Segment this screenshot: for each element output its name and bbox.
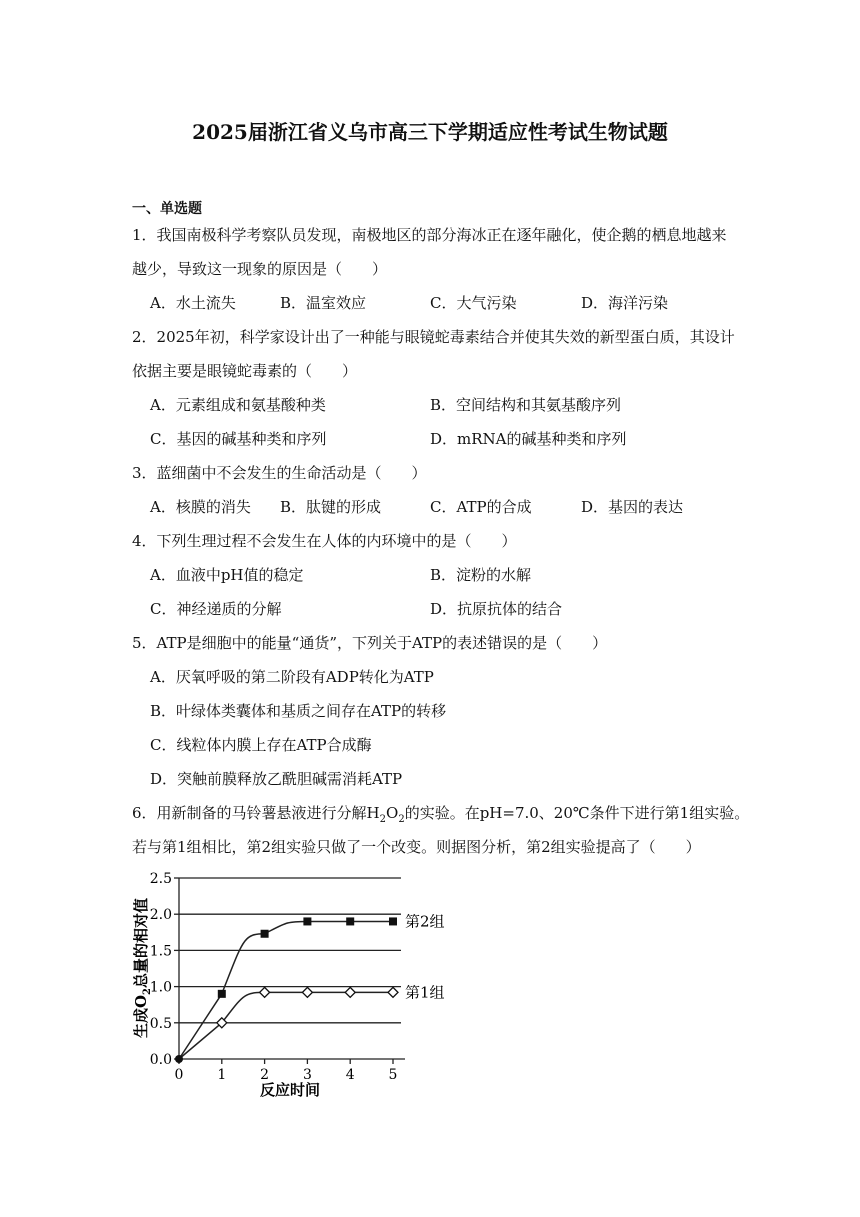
q4-option-b[interactable]: B．淀粉的水解 [430, 566, 532, 584]
y-tick-label: 1.5 [149, 943, 172, 960]
y-tick-label: 0.5 [149, 1015, 172, 1032]
q3-option-a[interactable]: A．核膜的消失 [150, 498, 251, 516]
q5-option-d[interactable]: D．突触前膜释放乙酰胆碱需消耗ATP [150, 770, 403, 788]
x-tick-label: 0 [174, 1067, 184, 1083]
data-point [260, 987, 270, 997]
data-point [217, 1018, 227, 1028]
q1-option-c[interactable]: C．大气污染 [430, 294, 517, 312]
q3-option-d[interactable]: D．基因的表达 [581, 498, 684, 516]
series-line-2 [179, 992, 393, 1059]
question-4-text: 4．下列生理过程不会发生在人体的内环境中的是（ ） [132, 532, 517, 550]
data-point [346, 917, 354, 925]
q5-option-a[interactable]: A．厌氧呼吸的第二阶段有ADP转化为ATP [150, 668, 434, 686]
x-axis-label: 反应时间 [259, 1081, 321, 1099]
q4-option-a[interactable]: A．血液中pH值的稳定 [150, 566, 304, 584]
q3-option-c[interactable]: C．ATP的合成 [430, 498, 532, 516]
q5-option-b[interactable]: B．叶绿体类囊体和基质之间存在ATP的转移 [150, 702, 447, 720]
question-5-text: 5．ATP是细胞中的能量“通货”，下列关于ATP的表述错误的是（ ） [132, 634, 608, 652]
question-2-text-cont: 依据主要是眼镜蛇毒素的（ ） [132, 362, 358, 380]
q4-option-d[interactable]: D．抗原抗体的结合 [430, 600, 563, 618]
x-tick-label: 4 [345, 1067, 355, 1083]
y-tick-label: 0.0 [149, 1052, 172, 1068]
x-tick-label: 1 [217, 1067, 227, 1083]
q1-option-b[interactable]: B．温室效应 [280, 294, 367, 312]
section-heading: 一、单选题 [132, 201, 202, 217]
data-point [345, 987, 355, 997]
question-6-text-cont: 若与第1组相比，第2组实验只做了一个改变。则据图分析，第2组实验提高了（ ） [132, 838, 701, 856]
page-title: 2025届浙江省义乌市高三下学期适应性考试生物试题 [192, 120, 668, 144]
y-tick-label: 1.0 [149, 979, 172, 996]
q1-option-a[interactable]: A．水土流失 [150, 294, 236, 312]
data-point [303, 917, 311, 925]
y-tick-label: 2.0 [149, 907, 172, 924]
series-label: 第2组 [405, 912, 445, 931]
q1-option-d[interactable]: D．海洋污染 [581, 294, 669, 312]
question-6-text: 6．用新制备的马铃薯悬液进行分解$H_2O_2$的实验。在pH=7.0、20℃条件下进行第1组实验。 [132, 804, 750, 825]
question-2-text: 2．2025年初，科学家设计出了一种能与眼镜蛇毒素结合并使其失效的新型蛋白质，其设计 [132, 328, 735, 346]
data-point [388, 987, 398, 997]
x-tick-label: 3 [302, 1067, 312, 1083]
question-1-text-cont: 越少，导致这一现象的原因是（ ） [132, 260, 388, 278]
y-tick-label: 2.5 [149, 871, 172, 887]
q4-option-c[interactable]: C．神经递质的分解 [150, 600, 282, 618]
data-point [261, 930, 269, 938]
origin-point [175, 1055, 183, 1063]
q2-option-c[interactable]: C．基因的碱基种类和序列 [150, 430, 327, 448]
x-tick-label: 2 [260, 1067, 270, 1083]
q2-option-a[interactable]: A．元素组成和氨基酸种类 [150, 396, 326, 414]
y-axis-label: 生成$O_2$总量的相对值 [132, 897, 153, 1039]
question-1-text: 1．我国南极科学考察队员发现，南极地区的部分海冰正在逐年融化，使企鹅的栖息地越来 [132, 226, 727, 244]
q2-option-b[interactable]: B．空间结构和其氨基酸序列 [430, 396, 622, 414]
q3-option-b[interactable]: B．肽键的形成 [280, 498, 382, 516]
q5-option-c[interactable]: C．线粒体内膜上存在ATP合成酶 [150, 736, 372, 754]
series-label: 第1组 [405, 983, 445, 1002]
data-point [389, 917, 397, 925]
data-point [302, 987, 312, 997]
q2-option-d[interactable]: D．mRNA的碱基种类和序列 [430, 430, 627, 448]
data-point [218, 990, 226, 998]
question-3-text: 3．蓝细菌中不会发生的生命活动是（ ） [132, 464, 427, 482]
x-tick-label: 5 [388, 1067, 398, 1083]
series-line-1 [179, 921, 393, 1059]
